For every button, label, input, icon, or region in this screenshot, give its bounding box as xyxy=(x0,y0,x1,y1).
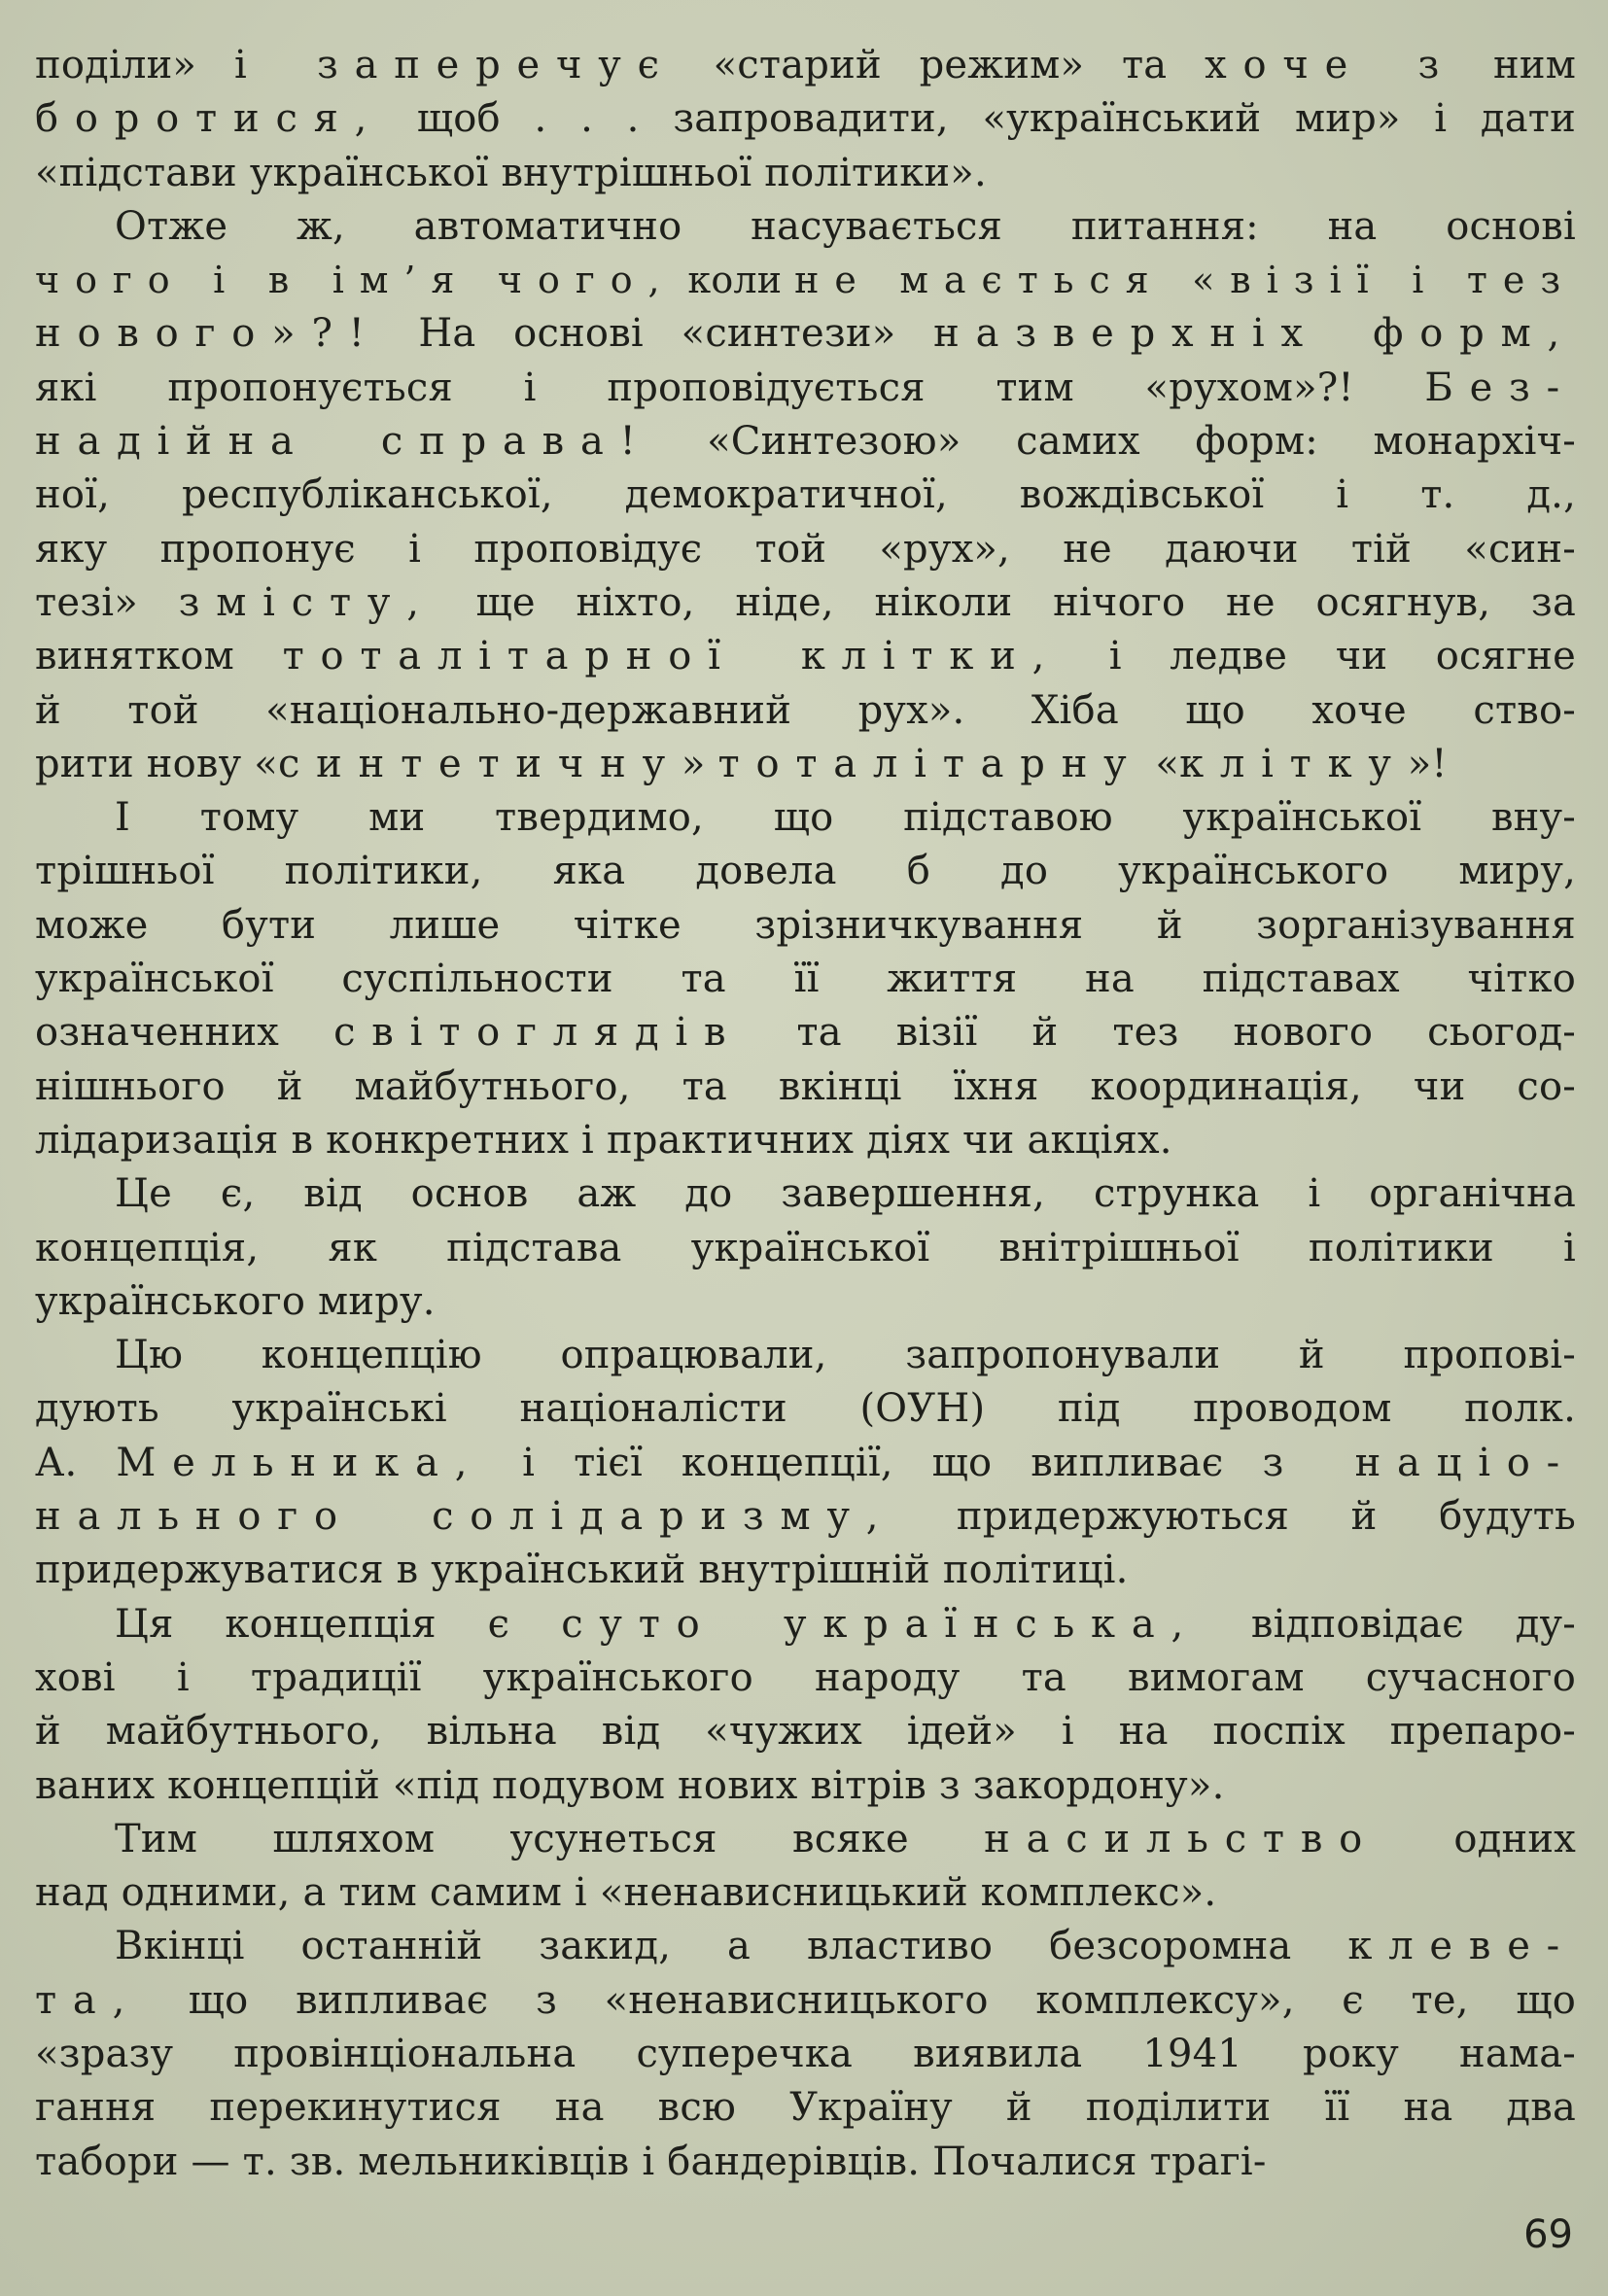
spaced-emphasis-text: тоталітарну xyxy=(717,741,1143,786)
text-line xyxy=(35,791,1576,845)
text-line xyxy=(35,147,1576,200)
spaced-emphasis-text: чого і в ім’я чого, xyxy=(35,259,676,302)
text-run: українського миру. xyxy=(35,1278,436,1324)
text-line xyxy=(35,1006,1576,1060)
spaced-emphasis-text: боротися, xyxy=(35,96,384,142)
paragraph xyxy=(35,1813,1576,1921)
page-number: 69 xyxy=(1523,2212,1573,2257)
text-line xyxy=(35,845,1576,898)
text-run: Отже ж, автоматично насувається питання: на основі xyxy=(115,203,1576,249)
text-line xyxy=(35,2136,1576,2189)
text-run: української суспільности та її життя на підставах чітко xyxy=(35,957,1576,1002)
text-run: хові і традиції українського народу та вимогам сучасного xyxy=(35,1654,1576,1700)
text-run: щоб . . . запровадити, «український мир» і дати xyxy=(383,96,1576,142)
text-line xyxy=(35,576,1576,630)
text-run: Це є, від основ аж до завершення, струнка і органічна xyxy=(115,1171,1576,1217)
text-run: Ця концепція є xyxy=(115,1601,562,1647)
text-run: ще ніхто, ніде, ніколи нічого не осягнув, за xyxy=(435,579,1576,625)
text-run: нішнього й майбутнього, та вкінці їхня координація, чи со- xyxy=(35,1063,1576,1109)
paragraph xyxy=(35,1598,1576,1813)
spaced-emphasis-text: тоталітарної клітки, xyxy=(282,634,1062,679)
text-line xyxy=(35,1813,1576,1866)
text-run: Цю концепцію опрацювали, запропонували й пропові- xyxy=(115,1333,1576,1378)
spaced-emphasis-text: клітку xyxy=(1179,741,1408,786)
text-line xyxy=(35,307,1576,361)
spaced-emphasis-text: надійна справа! xyxy=(35,419,652,465)
text-run: і тієї концепції, що випливає xyxy=(483,1440,1263,1485)
text-run: ним xyxy=(1455,43,1577,87)
text-run: означенних xyxy=(35,1010,334,1056)
spaced-emphasis-text: змісту, xyxy=(178,579,436,625)
text-run: над одними, а тим самим і «ненависницький комплекс». xyxy=(35,1870,1217,1916)
text-run: Тим шляхом усунеться всяке xyxy=(115,1816,985,1861)
text-run: трішньої політики, яка довела б до українського миру, xyxy=(35,849,1576,894)
paragraph xyxy=(35,791,1576,1167)
spaced-emphasis-text: хоче з xyxy=(1205,43,1456,87)
spaced-emphasis-text: суто українська, xyxy=(561,1601,1201,1647)
text-run: й той «національно-державний рух». Хіба що хоче ство- xyxy=(35,687,1576,733)
text-line xyxy=(35,1544,1576,1597)
spaced-emphasis-text: і заперечує xyxy=(233,43,676,87)
text-run: дують українські націоналісти (ОУН) під проводом полк. xyxy=(35,1386,1576,1432)
text-line xyxy=(35,684,1576,738)
text-run: »! xyxy=(1407,741,1448,786)
text-run: Вкінці останній закид, а властиво безсоромна xyxy=(115,1924,1348,1969)
text-run: що випливає з «ненависницького комплексу», є те, що xyxy=(141,1977,1576,2023)
text-run: може бути лише чітке зрізничкування й зорганізування xyxy=(35,902,1576,948)
text-run: одних xyxy=(1379,1816,1576,1861)
spaced-emphasis-text: не мається «візії і тез xyxy=(794,259,1577,302)
text-run: концепція, як підстава української внітрішньої політики і xyxy=(35,1225,1576,1270)
spaced-emphasis-text: світоглядів xyxy=(333,1010,743,1056)
text-line xyxy=(35,469,1576,522)
spaced-emphasis-text: синтетичну xyxy=(277,741,682,786)
text-run: рити нову « xyxy=(35,741,278,786)
paragraph xyxy=(35,200,1576,791)
text-line xyxy=(35,953,1576,1006)
paragraph xyxy=(35,1329,1576,1597)
text-line xyxy=(35,1920,1576,1973)
text-run: придержуватися в український внутрішній політиці. xyxy=(35,1548,1129,1593)
paragraph xyxy=(35,39,1576,200)
text-run: винятком xyxy=(35,634,283,679)
text-run: «підстави української внутрішньої політики». xyxy=(35,150,987,195)
text-run: « xyxy=(1142,741,1180,786)
text-run: лідаризація в конкретних і практичних діях чи акціях. xyxy=(35,1117,1172,1163)
text-line xyxy=(35,1652,1576,1705)
text-line xyxy=(35,2081,1576,2135)
text-run: » xyxy=(681,741,718,786)
text-run: гання перекинутися на всю Україну й поділити її на два xyxy=(35,2085,1576,2131)
text-line xyxy=(35,1974,1576,2028)
text-run: та візії й тез нового сьогод- xyxy=(742,1010,1576,1056)
text-line xyxy=(35,1167,1576,1221)
paragraph xyxy=(35,1920,1576,2188)
text-line xyxy=(35,1437,1576,1490)
text-line xyxy=(35,1382,1576,1436)
text-line xyxy=(35,1759,1576,1813)
text-line xyxy=(35,1490,1576,1544)
text-run: тезі» xyxy=(35,579,179,625)
text-line xyxy=(35,1061,1576,1114)
paragraph xyxy=(35,1167,1576,1329)
text-run: «старий режим» та xyxy=(675,43,1206,87)
text-line xyxy=(35,39,1576,92)
text-line xyxy=(35,1222,1576,1275)
text-run: які пропонується і проповідується тим «рухом»?! xyxy=(35,365,1425,410)
text-run: ної, республіканської, демократичної, вождівської і т. д., xyxy=(35,472,1576,518)
spaced-emphasis-text: Без- xyxy=(1424,365,1576,410)
text-line xyxy=(35,1598,1576,1652)
text-run: А. xyxy=(35,1440,117,1485)
spaced-emphasis-text: клеве- xyxy=(1347,1924,1576,1969)
text-line xyxy=(35,254,1576,307)
page-text xyxy=(35,39,1576,2189)
spaced-emphasis-text: з націо- xyxy=(1262,1440,1576,1485)
spaced-emphasis-text: нального солідаризму, xyxy=(35,1494,895,1540)
text-run: табори — т. зв. мельниківців і бандерівців. Почалися трагі- xyxy=(35,2139,1267,2184)
text-line xyxy=(35,362,1576,415)
text-line xyxy=(35,1866,1576,1920)
text-line xyxy=(35,899,1576,953)
text-line xyxy=(35,1275,1576,1329)
spaced-emphasis-text: Мельника, xyxy=(116,1440,484,1485)
text-run: яку пропонує і проповідує той «рух», не даючи тій «син- xyxy=(35,526,1576,572)
text-line xyxy=(35,738,1576,791)
text-line xyxy=(35,630,1576,683)
text-run: ваних концепцій «під подувом нових вітрів з закордону». xyxy=(35,1762,1225,1808)
text-line xyxy=(35,200,1576,254)
text-run: поділи» xyxy=(35,43,234,87)
text-run: «Синтезою» самих форм: монархіч- xyxy=(651,419,1576,465)
text-line xyxy=(35,92,1576,146)
text-run: відповідає ду- xyxy=(1200,1601,1576,1647)
text-run: «зразу провінціональна суперечка виявила 1941 року нама- xyxy=(35,2031,1576,2076)
text-line xyxy=(35,1329,1576,1382)
text-line xyxy=(35,523,1576,576)
spaced-emphasis-text: назверхніх форм, xyxy=(933,311,1576,357)
text-line xyxy=(35,1114,1576,1167)
text-run: і ледве чи осягне xyxy=(1061,634,1576,679)
spaced-emphasis-text: нового»?! xyxy=(35,311,381,357)
text-line xyxy=(35,415,1576,469)
text-run: придержуються й будуть xyxy=(894,1494,1576,1540)
text-run: й майбутнього, вільна від «чужих ідей» і на поспіх препаро- xyxy=(35,1709,1576,1755)
text-run: На основі «синтези» xyxy=(380,311,934,357)
text-line xyxy=(35,1705,1576,1758)
text-run: коли xyxy=(675,259,795,302)
spaced-emphasis-text: насильство xyxy=(984,1816,1380,1861)
text-line xyxy=(35,2028,1576,2081)
text-run: І тому ми твердимо, що підставою української вну- xyxy=(115,795,1576,841)
spaced-emphasis-text: та, xyxy=(35,1977,142,2023)
